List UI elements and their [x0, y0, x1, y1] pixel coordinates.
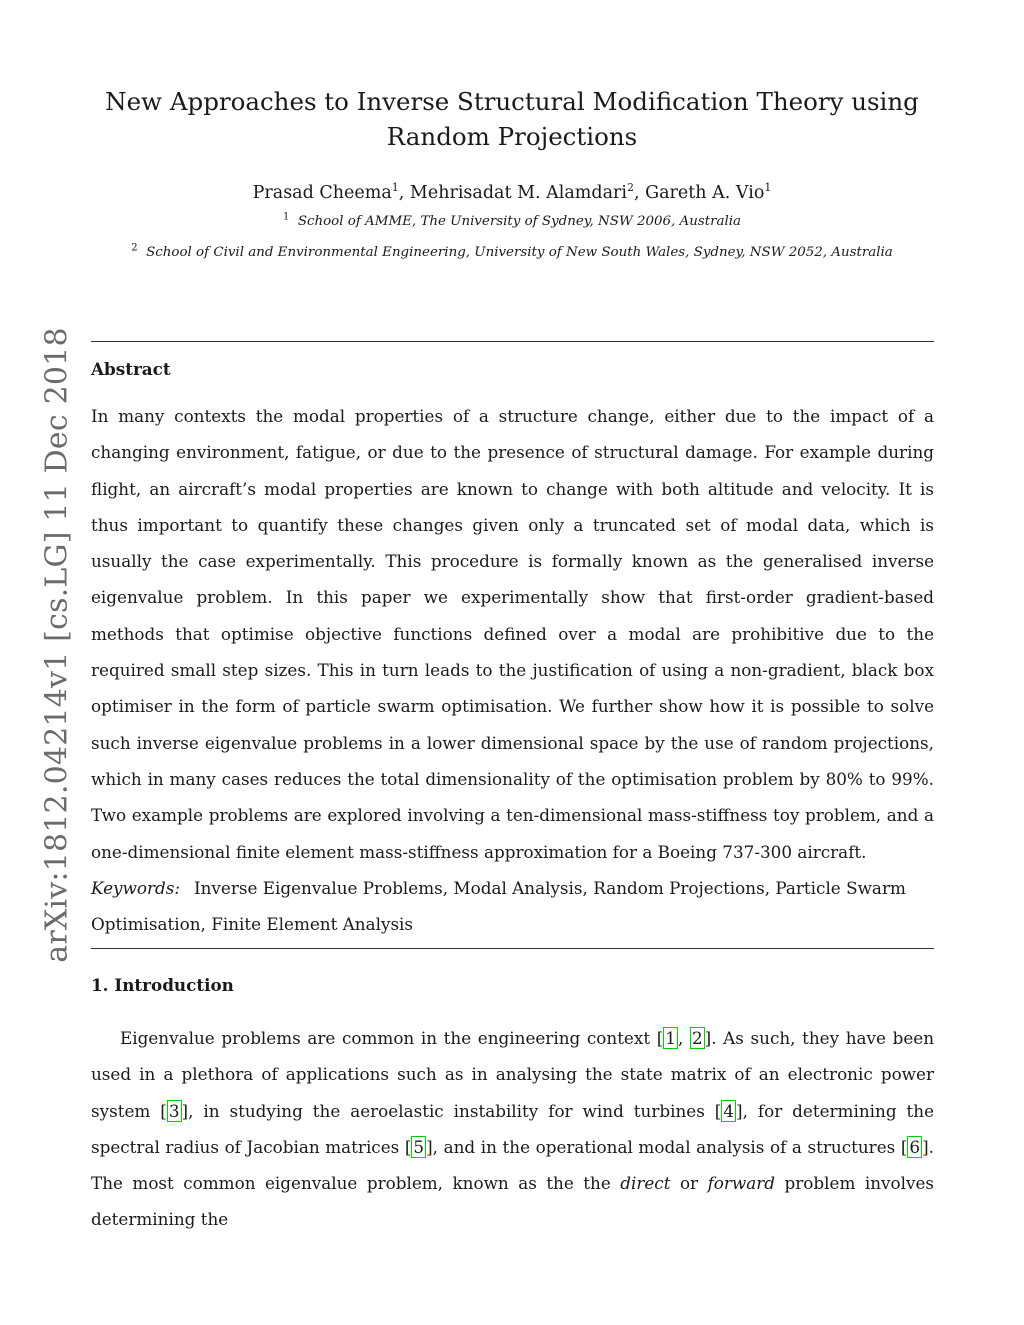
- introduction-paragraph: Eigenvalue problems are common in the engineering context [ 1 , 2 ]. As such, they have been used in a plethora of applications such as in analysing the state matrix of an electronic power system [ 3 ], in studying the aeroelastic instability for wind turbines [ 4 ], for determining the spectral radius of Jacobian matrices [ 5 ], and in the operational modal analysis of a structures [ 6 ]. The most common eigenvalue problem, known as the the direct or forward problem involves determining the: [91, 1028, 935, 1230]
- abstract-heading: Abstract: [91, 359, 171, 379]
- author-affiliation-mark: 2: [626, 181, 634, 195]
- intro-text: Eigenvalue problems are common in the engineering context: [120, 1028, 657, 1048]
- author-list: Prasad Cheema$^1$, Mehrisadat M. Alamdari$^2$, Gareth A. Vio$^1$: [252, 181, 772, 203]
- emphasis-direct: direct: [620, 1173, 671, 1194]
- citation-link-4[interactable]: 4: [723, 1100, 735, 1121]
- citation-link-6[interactable]: 6: [909, 1136, 921, 1157]
- keywords: [91, 870, 934, 942]
- citation-link-2[interactable]: 2: [691, 1028, 703, 1048]
- affiliation-text: School of AMME, The University of Sydney, NSW 2006, Australia: [297, 214, 742, 229]
- title-line-1: New Approaches to Inverse Structural Modification Theory using: [105, 87, 919, 116]
- intro-text: , in studying the aeroelastic instability for wind turbines: [188, 1100, 715, 1121]
- abstract-top-rule: [91, 341, 934, 342]
- intro-text: . As such, they have been used in a plethora of applications such as in analysing the state matrix of an electronic power system: [91, 1028, 935, 1121]
- citation-link-3[interactable]: 3: [168, 1100, 180, 1121]
- keywords-label: Keywords:: [91, 878, 180, 898]
- citation-separator: ,: [677, 1028, 690, 1048]
- affiliation-mark: 2: [131, 242, 138, 254]
- intro-text: or: [670, 1173, 708, 1194]
- intro-text: , and in the operational modal analysis of a structures: [432, 1136, 901, 1157]
- affiliation-text: School of Civil and Environmental Engineering, University of New South Wales, Sydney, NSW 2052, Australia: [146, 245, 893, 260]
- arxiv-identifier-stamp: arXiv:1812.04214v1 [cs.LG] 11 Dec 2018: [39, 327, 75, 963]
- affiliation-mark: 1: [282, 211, 290, 223]
- citation-bracket: ]: [704, 1028, 712, 1048]
- abstract-bottom-rule: [91, 948, 934, 949]
- author-name: Gareth A. Vio: [645, 183, 765, 203]
- intro-text: problem involves determining the: [91, 1173, 934, 1230]
- abstract-text: In many contexts the modal properties of a structure change, either due to the impact of a changing environment, fatigue, or due to the presence of structural damage. For example during flight, an aircraft’s modal properties are known to change with both altitude and velocity. It is thus important to quantify these changes given only a truncated set of modal data, which is usually the case experimentally. This procedure is formally known as the generalised inverse eigenvalue problem. In this paper we experimentally show that first-order gradient-based methods that optimise objective functions defined over a modal are prohibitive due to the required small step sizes. This in turn leads to the justification of using a non-gradient, black box optimiser in the form of particle swarm optimisation. We further show how it is possible to solve such inverse eigenvalue problems in a lower dimensional space by the use of random projections, which in many cases reduces the total dimensionality of the optimisation problem by 80% to 99%. Two example problems are explored involving a ten-dimensional mass-stiffness toy problem, and a one-dimensional finite element mass-stiffness approximation for a Boeing 737-300 aircraft.: [91, 406, 934, 862]
- citation-link-1[interactable]: 1: [665, 1028, 676, 1048]
- citation-link-5[interactable]: 5: [413, 1136, 425, 1157]
- citation-bracket: [: [656, 1028, 664, 1048]
- author-name: Mehrisadat M. Alamdari: [409, 183, 627, 203]
- keywords-text: Inverse Eigenvalue Problems, Modal Analysis, Random Projections, Particle Swarm Optimisation, Finite Element Analysis: [91, 878, 906, 934]
- affiliation-1: [60, 211, 964, 229]
- author-name: Prasad Cheema: [252, 183, 392, 203]
- paper-title: [100, 84, 924, 154]
- affiliation-2: [60, 242, 964, 260]
- section-heading-introduction: 1. Introduction: [91, 975, 234, 995]
- intro-text: . The most common eigenvalue problem, known as the the: [91, 1136, 934, 1194]
- emphasis-forward: forward: [707, 1173, 776, 1194]
- intro-text: , for determining the spectral radius of Jacobian matrices: [91, 1100, 935, 1157]
- author-affiliation-mark: 1: [764, 181, 772, 195]
- author-affiliation-mark: 1: [391, 181, 399, 195]
- title-line-2: Random Projections: [386, 122, 638, 151]
